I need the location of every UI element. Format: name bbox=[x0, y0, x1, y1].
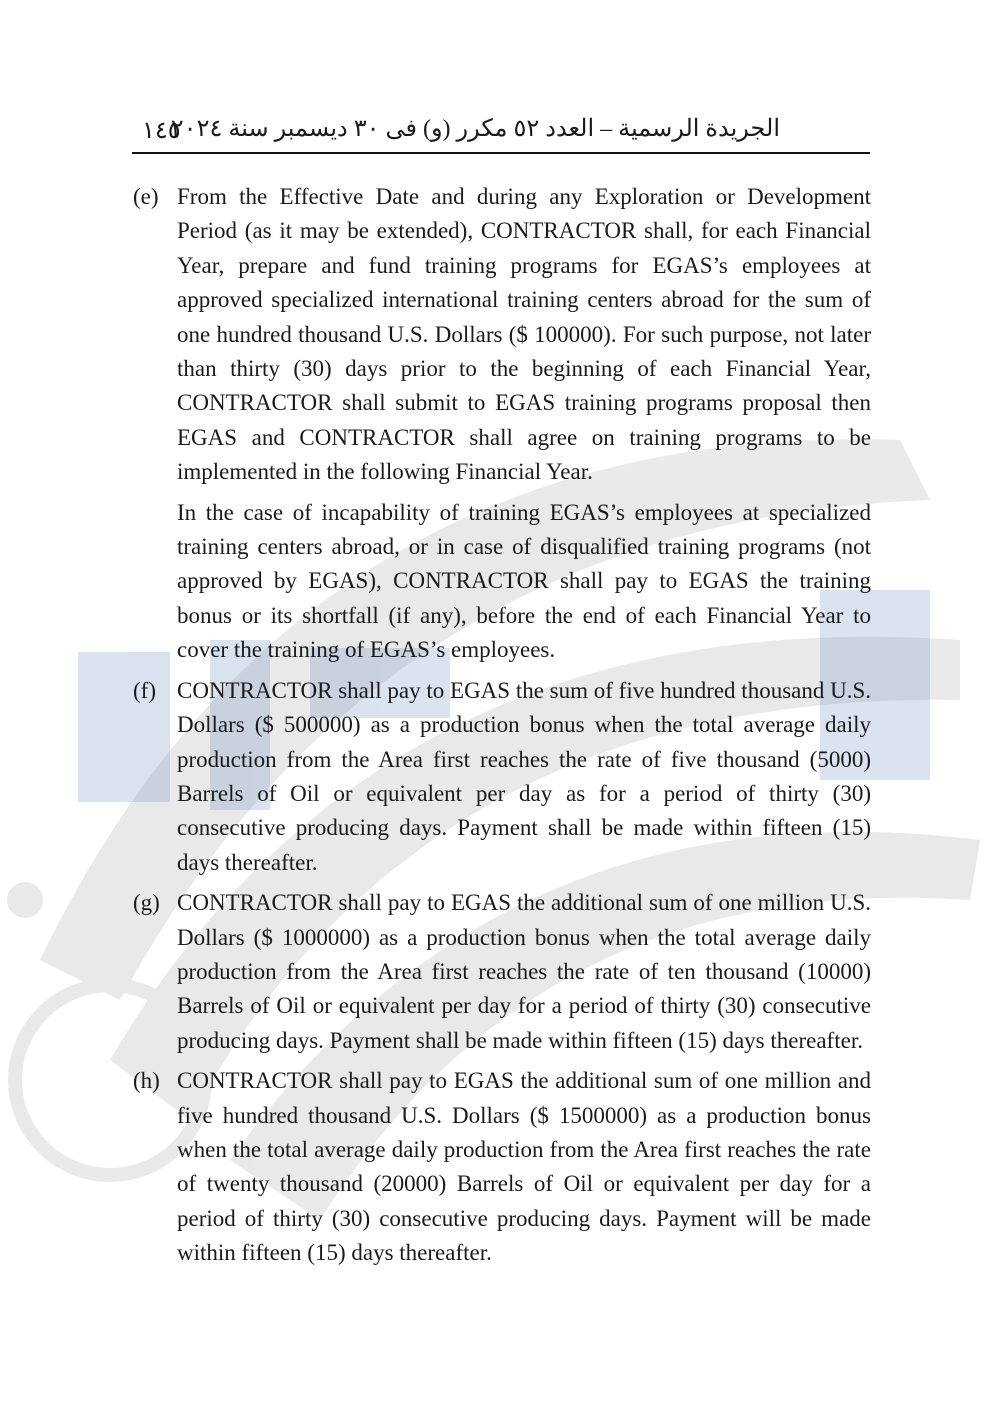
clause-paragraph: CONTRACTOR shall pay to EGAS the additional sum of one million U.S. Dollars ($ 1000000) as a production bonus when the total average daily production from the Area first reaches the rate of ten thousand (10000) Barrels of Oil or equivalent per day for a period of thirty (30) consecutive producing days. Payment shall be made within fifteen (15) days thereafter. bbox=[177, 890, 871, 1053]
clause-e bbox=[133, 180, 871, 668]
clause-marker: (f) bbox=[133, 677, 156, 703]
clause-marker: (e) bbox=[133, 184, 159, 209]
page-number: ١٤٥ bbox=[142, 118, 181, 144]
clause-paragraph: From the Effective Date and during any Exploration or Development Period (as it may be extended), CONTRACTOR shall, for each Financial Year, prepare and fund training programs for EGAS’s employees at approved specialized international training centers abroad for the sum of one hundred thousand U.S. Dollars ($ 100000). For such purpose, not later than thirty (30) days prior to the beginning of each Financial Year, CONTRACTOR shall submit to EGAS training programs proposal then EGAS and CONTRACTOR shall agree on training programs to be implemented in the following Financial Year. bbox=[177, 184, 871, 485]
clause-g bbox=[133, 886, 871, 1058]
document-body bbox=[133, 180, 871, 1271]
clause-marker: (h) bbox=[133, 1068, 160, 1094]
clause-paragraph: In the case of incapability of training EGAS’s employees at specialized training centers abroad, or in case of disqualified training programs (not approved by EGAS), CONTRACTOR shall pay to EGAS the training bonus or its shortfall (if any), before the end of each Financial Year to cover the training of EGAS’s employees. bbox=[177, 499, 871, 663]
clause-paragraph: CONTRACTOR shall pay to EGAS the additional sum of one million and five hundred thousand U.S. Dollars ($ 1500000) as a production bonus when the total average daily production from the Area first reaches the rate of twenty thousand (20000) Barrels of Oil or equivalent per day for a period of thirty (30) consecutive producing days. Payment will be made within fifteen (15) days thereafter. bbox=[177, 1068, 871, 1266]
page-header bbox=[132, 112, 870, 154]
clause-f bbox=[133, 674, 871, 880]
clause-paragraph: CONTRACTOR shall pay to EGAS the sum of five hundred thousand U.S. Dollars ($ 500000) as a production bonus when the total average daily production from the Area first reaches the rate of five thousand (5000) Barrels of Oil or equivalent per day as for a period of thirty (30) consecutive producing days. Payment shall be made within fifteen (15) days thereafter. bbox=[177, 677, 872, 875]
clause-marker: (g) bbox=[133, 890, 160, 916]
gazette-header-title: الجريدة الرسمية – العدد ٥٢ مكرر (و) فى ٣٠ ديسمبر سنة ٢٠٢٤ bbox=[170, 116, 780, 142]
clause-h bbox=[133, 1064, 871, 1270]
